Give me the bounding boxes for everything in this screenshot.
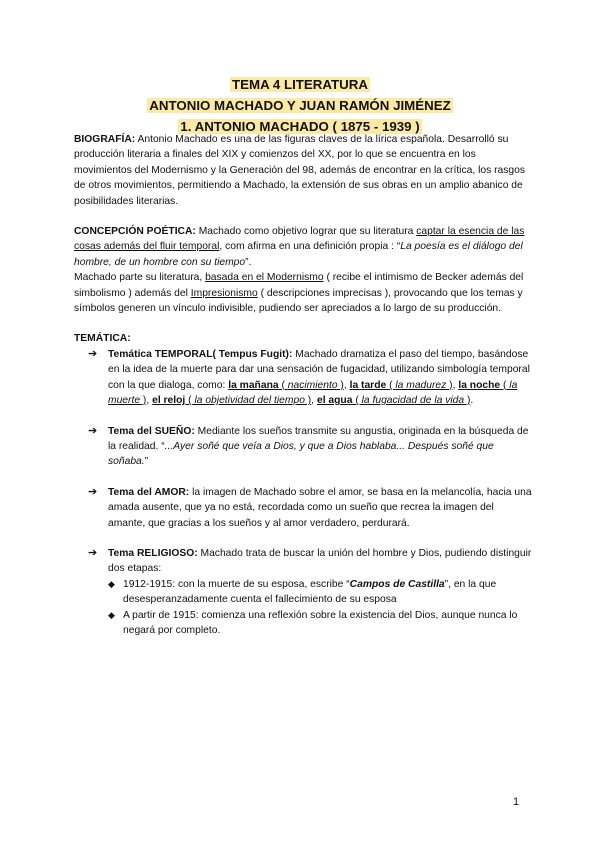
machado-quote: La poesía es el diálogo del hombre, de un hombre con su tiempo bbox=[74, 241, 523, 268]
title-line-1: TEMA 4 LITERATURA bbox=[232, 77, 368, 92]
diamond-bullet-icon: ◆ bbox=[108, 578, 115, 589]
biografia-text: Antonio Machado es una de las figuras claves de la lírica española. Desarrolló su producción literaria a finales del XIX y comienzos del XX, por lo que se encuentra en los movimientos del Modernismo y la Generación del 98, además de encontrar en la crítica, los rasgos de otros movimientos, permitiendo a Machado, la extensión de sus obras en un amplio abanico de posibilidades literarias. bbox=[74, 134, 525, 207]
concepcion-label: CONCEPCIÓN POÉTICA: bbox=[74, 226, 196, 238]
theme-amor: ➔ Tema del AMOR: la imagen de Machado sobre el amor, se basa en la melancolía, hacia una amada ausente, que ya no está, recordada como un sueño que recrea la imagen del amante, que gracias a los sueños y al amor verdadero, perdurará. bbox=[88, 485, 532, 529]
arrow-right-icon: ➔ bbox=[88, 347, 98, 360]
concepcion-paragraph: CONCEPCIÓN POÉTICA: Machado como objetivo lograr que su literatura captar la esencia de las cosas además del fluir temporal, com afirma en una definición propia : “La poesía es el diálogo del hombre, de un hombre con su tiempo”. bbox=[74, 226, 525, 268]
tematica-heading: TEMÁTICA: bbox=[74, 333, 131, 345]
diamond-bullet-icon: ◆ bbox=[108, 609, 115, 620]
arrow-right-icon: ➔ bbox=[88, 546, 98, 559]
theme-temporal: ➔ Temática TEMPORAL( Tempus Fugit): Machado dramatiza el paso del tiempo, basándose en la idea de la muerte para dar una sensación de fugacidad, utilizando simbología temporal con la que dialoga, como: la mañana ( nacimiento ), la tarde ( la madurez ), la noche ( la muerte ), el reloj ( la objetividad del tiempo ), el agua ( la fugacidad de la vida ). bbox=[88, 347, 530, 407]
religioso-bullet-2: ◆ A partir de 1915: comienza una reflexión sobre la existencia del Dios, aunque nunca lo negará por completo. bbox=[108, 609, 518, 636]
title-line-3: 1. ANTONIO MACHADO ( 1875 - 1939 ) bbox=[180, 119, 420, 134]
religioso-bullet-1: ◆ 1912-1915: con la muerte de su esposa, escribe “Campos de Castilla”, en la que desesperanzadamente cuenta el fallecimiento de su esposa bbox=[108, 578, 497, 606]
biografia-label: BIOGRAFÍA: bbox=[74, 134, 136, 145]
concepcion-underline: captar la esencia de las cosas además del fluir temporal bbox=[74, 226, 525, 253]
biografia-paragraph bbox=[74, 132, 532, 209]
title-line-2: ANTONIO MACHADO Y JUAN RAMÓN JIMÉNEZ bbox=[149, 98, 451, 113]
theme-sueno: ➔ Tema del SUEÑO: Mediante los sueños transmite su angustia, originada en la búsqueda de la realidad. “...Ayer soñé que veía a Dios, y que a Dios hablaba... Después soñé que soñaba.” bbox=[88, 424, 529, 468]
arrow-right-icon: ➔ bbox=[88, 424, 98, 437]
arrow-right-icon: ➔ bbox=[88, 485, 98, 498]
theme-religioso: ➔ Tema RELIGIOSO: Machado trata de buscar la unión del hombre y Dios, pudiendo distinguir dos etapas: bbox=[88, 546, 532, 575]
concepcion-paragraph-2: Machado parte su literatura, basada en el Modernismo ( recibe el intimismo de Becker además del simbolismo ) además del Impresionismo ( descripciones imprecisas ), provocando que los temas y símbolos generen un vínculo indivisible, pudiendo ser apreciados a lo largo de su producción. bbox=[74, 272, 524, 315]
page-number: 1 bbox=[513, 796, 520, 808]
document-body bbox=[74, 132, 532, 638]
title-block bbox=[0, 74, 600, 137]
